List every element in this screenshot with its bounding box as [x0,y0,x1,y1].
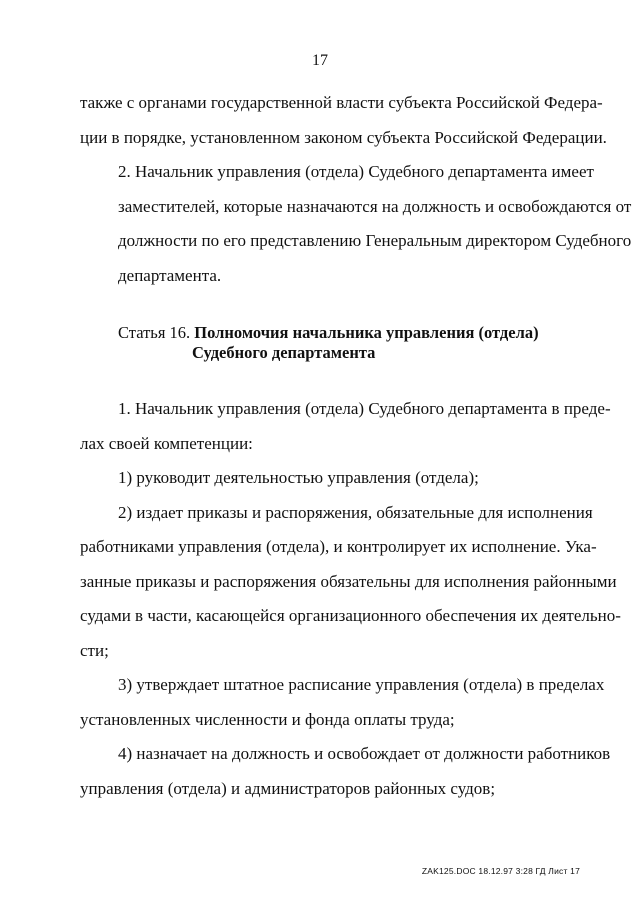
text-line: 1) руководит деятельностью управления (отдела); [118,468,479,487]
text-line: ции в порядке, установленном законом субъекта Российской Федерации. [80,127,607,147]
paragraph-subitem-4 [80,737,611,806]
paragraph-subitem-2 [80,496,621,669]
text-block-intro [80,86,632,293]
document-footer: ZAK125.DOC 18.12.97 3:28 ГД Лист 17 [421,866,580,876]
text-line: должности по его представлению Генеральным директором Судебного [118,231,632,250]
text-line: 3) утверждает штатное расписание управления (отдела) в пределах [118,675,605,694]
article-title: Полномочия начальника управления (отдела) [194,323,539,342]
text-line: департамента. [118,265,222,285]
text-line: судами в части, касающейся организационного обеспечения их деятельно- [80,606,621,625]
text-line: установленных численности и фонда оплаты труда; [80,709,455,729]
text-line: также с органами государственной власти субъекта Российской Федера- [80,93,603,112]
paragraph-continuation [80,86,607,155]
text-line: лах своей компетенции: [80,433,253,453]
article-number: Статья 16. [118,323,191,342]
page-number: 17 [312,52,328,69]
text-line: заместителей, которые назначаются на должность и освобождаются от [118,196,632,216]
article-heading [118,323,539,363]
text-block-article-16 [80,392,621,806]
paragraph-subitem-1 [80,461,572,496]
text-line: работниками управления (отдела), и контролирует их исполнение. Ука- [80,537,597,556]
paragraph-subitem-3 [80,668,605,737]
paragraph-item-1 [80,392,611,461]
paragraph-item-2 [80,155,632,293]
text-line: сти; [80,640,109,660]
text-line: 2) издает приказы и распоряжения, обязательные для исполнения [118,502,593,522]
text-line: 1. Начальник управления (отдела) Судебного департамента в преде- [118,399,611,418]
text-line: 4) назначает на должность и освобождает от должности работников [118,744,611,763]
text-line: управления (отдела) и администраторов районных судов; [80,778,496,798]
text-line: занные приказы и распоряжения обязательны для исполнения районными [80,571,617,591]
article-title-continuation: Судебного департамента [192,343,376,362]
text-line: 2. Начальник управления (отдела) Судебного департамента имеет [118,162,594,181]
